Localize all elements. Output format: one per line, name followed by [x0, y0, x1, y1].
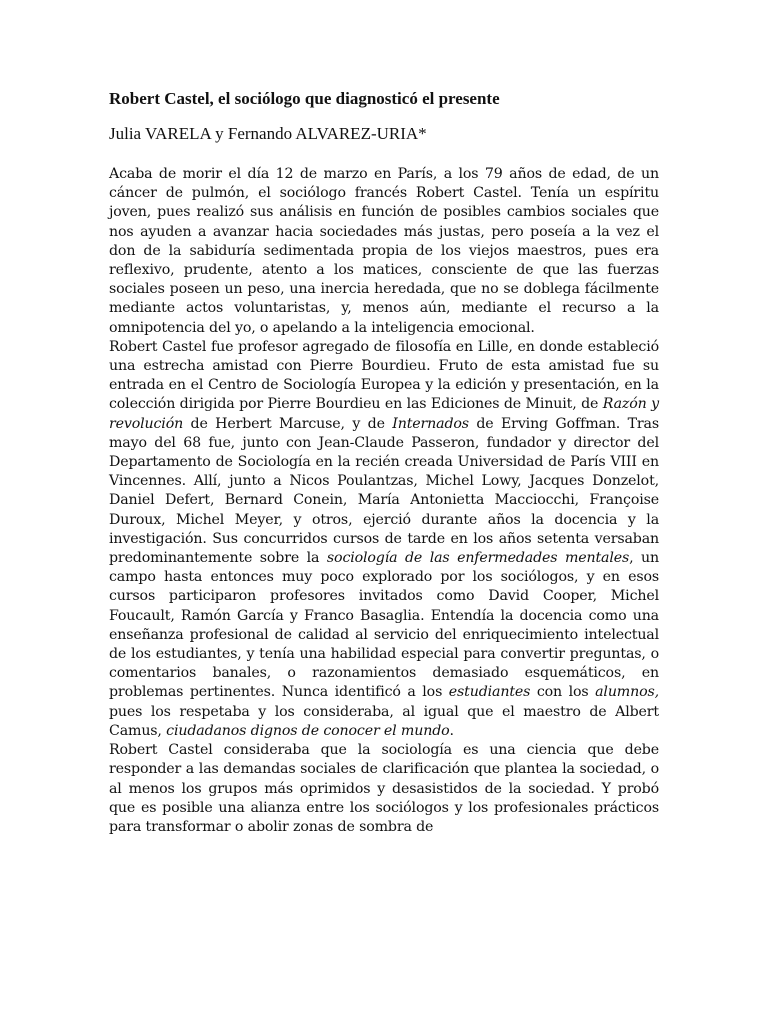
italic-text: Razón y revolución [109, 396, 659, 432]
paragraph-1 [109, 165, 659, 338]
text-run: con los [530, 684, 596, 701]
text-run: de Herbert Marcuse, y de [183, 415, 393, 432]
text-run: pues los respetaba y los consideraba, al igual que el maestro de Albert Camus, [109, 703, 659, 739]
article-authors: Julia VARELA y Fernando ALVAREZ-URIA* [109, 124, 427, 143]
article-body [109, 165, 659, 837]
italic-text: estudiantes [448, 684, 531, 701]
paragraph-3 [109, 741, 659, 837]
text-run: Robert Castel fue profesor agregado de filosofía en Lille, en donde estableció una estrecha amistad con Pierre Bourdieu. Fruto de esta amistad fue su entrada en el Centro de Sociología Europea y la edición y presentación, en la colección dirigida por Pierre Bourdieu en las Ediciones de Minuit, de [109, 338, 659, 413]
italic-text: alumnos, [595, 684, 659, 701]
text-run: de Erving Goffman. Tras mayo del 68 fue, junto con Jean-Claude Passeron, fundador y director del Departamento de Sociología en la recién creada Universidad de París VIII en Vincennes. Allí, junto a Nicos Poulantzas, Michel Lowy, Jacques Donzelot, Daniel Defert, Bernard Conein, María Antonietta Macciocchi, Françoise Duroux, Michel Meyer, y otros, ejerció durante años la docencia y la investigación. Sus concurridos cursos de tarde en los años setenta versaban predominantemente sobre la [109, 415, 659, 567]
paragraph-2 [109, 338, 659, 741]
italic-text: ciudadanos dignos de conocer el mundo [166, 722, 450, 739]
text-run: , un campo hasta entonces muy poco explorado por los sociólogos, y en esos cursos participaron profesores invitados como David Cooper, Michel Foucault, Ramón García y Franco Basaglia. Entendía la docencia como una enseñanza profesional de calidad al servicio del enriquecimiento intelectual de los estudiantes, y tenía una habilidad especial para convertir preguntas, o comentarios banales, o razonamientos demasiado esquemáticos, en problemas pertinentes. Nunca identificó a los [109, 550, 659, 701]
italic-text: Internados [392, 415, 469, 432]
text-run: . [449, 722, 454, 739]
text-run: Acaba de morir el día 12 de marzo en París, a los 79 años de edad, de un cáncer de pulmón, el sociólogo francés Robert Castel. Tenía un espíritu joven, pues realizó sus análisis en función de posibles cambios sociales que nos ayuden a avanzar hacia sociedades más justas, pero poseía a la vez el don de la sabiduría sedimentada propia de los viejos maestros, pues era reflexivo, prudente, atento a los matices, consciente de que las fuerzas sociales poseen un peso, una inercia heredada, que no se doblega fácilmente mediante actos voluntaristas, y, menos aún, mediante el recurso a la omnipotencia del yo, o apelando a la inteligencia emocional. [109, 166, 659, 336]
text-run: Robert Castel consideraba que la sociología es una ciencia que debe responder a las demandas sociales de clarificación que plantea la sociedad, o al menos los grupos más oprimidos y desasistidos de la sociedad. Y probó que es posible una alianza entre los sociólogos y los profesionales prácticos para transformar o abolir zonas de sombra de [109, 742, 659, 835]
italic-text: sociología de las enfermedades mentales [326, 550, 630, 567]
article-title: Robert Castel, el sociólogo que diagnosticó el presente [109, 89, 500, 108]
